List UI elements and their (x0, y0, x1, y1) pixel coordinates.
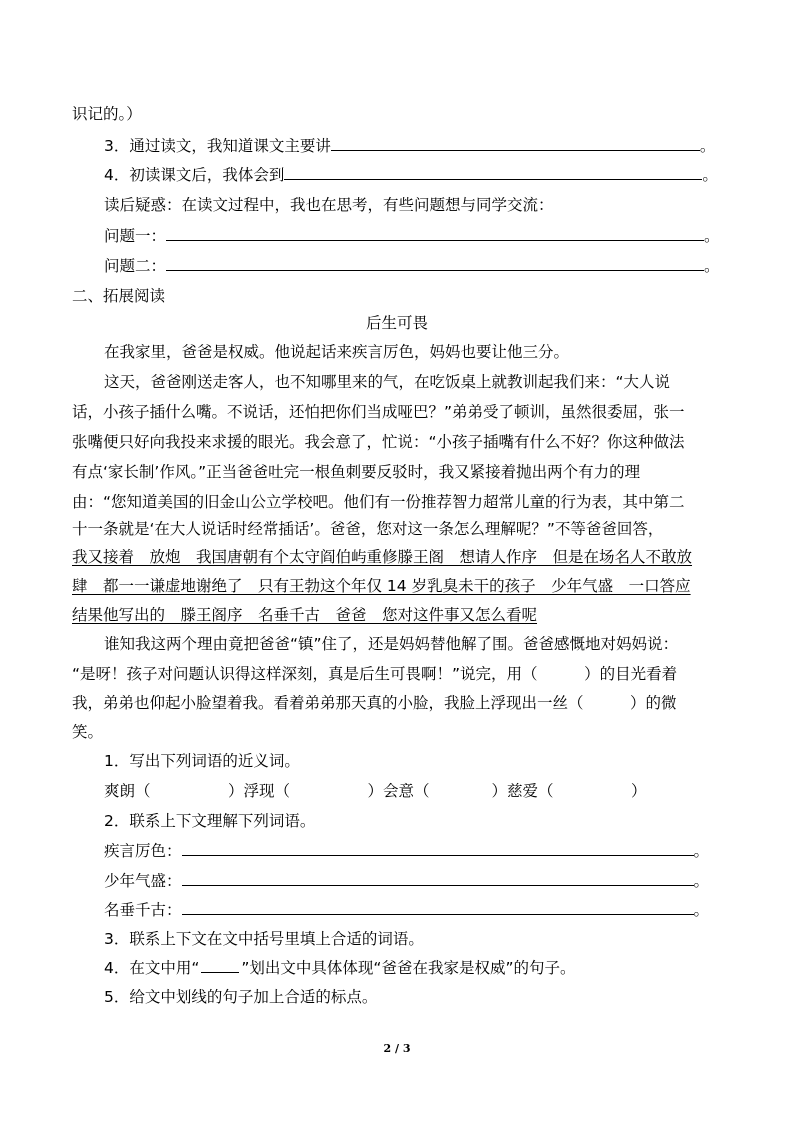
word-meaning-1 (104, 841, 709, 861)
paragraph-line: 这天，爸爸刚送走客人，也不知哪里来的气，在吃饭桌上就教训起我们来：“大人说 (104, 373, 671, 391)
answer-blank[interactable] (182, 900, 694, 915)
underline-sample (201, 958, 239, 973)
punct: 。 (693, 901, 710, 919)
punct: 。 (704, 227, 720, 245)
underlined-sentence: 肆 都一一谦虚地谢绝了 只有王勃这个年仅 14 岁乳臭未干的孩子 少年气盛 一口答应 (72, 577, 691, 595)
question-1: 1．写出下列词语的近义词。 (104, 752, 300, 770)
answer-blank[interactable] (284, 165, 702, 180)
text-line: 识记的。） (72, 105, 142, 123)
word-label: 少年气盛： (104, 872, 182, 890)
punct: 。 (702, 166, 718, 184)
question-4b (104, 958, 576, 978)
section-heading: 二、拓展阅读 (72, 287, 166, 305)
underlined-sentence: 我又接着 放炮 我国唐朝有个太守阎伯屿重修滕王阁 想请人作序 但是在场名人不敢放 (72, 548, 693, 566)
underlined-sentence: 结果他写出的 滕王阁序 名垂千古 爸爸 您对这件事又怎么看呢 (72, 606, 538, 624)
punct: 。 (693, 872, 710, 890)
story-title: 后生可畏 (365, 314, 428, 332)
word-meaning-2 (104, 871, 709, 891)
question-2: 2．联系上下文理解下列词语。 (104, 812, 316, 830)
synonym-blanks[interactable]: 爽朗（ ）浮现（ ）会意（ ）慈爱（ ） (104, 782, 647, 800)
paragraph-line: 十一条就是‘在大人说话时经常插话’。爸爸，您对这一条怎么理解呢？”不等爸爸回答， (72, 520, 664, 538)
paragraph-line: 由：“您知道美国的旧金山公立学校吧。他们有一份推荐智力超常儿童的行为表，其中第二 (72, 493, 685, 511)
punct: 。 (704, 257, 720, 275)
question-two-label: 问题二： (104, 257, 167, 275)
page-number: 2 / 3 (383, 1042, 411, 1055)
paragraph-line: 张嘴便只好向我投来求援的眼光。我会意了，忙说：“小孩子插嘴有什么不好？你这种做法 (72, 433, 685, 451)
q4-text-2: ”划出文中具体体现“爸爸在我家是权威”的句子。 (241, 959, 576, 977)
paragraph-line: 话，小孩子插什么嘴。不说话，还怕把你们当成哑巴？”弟弟受了顿训，虽然很委屈，张一 (72, 403, 685, 421)
answer-blank[interactable] (182, 871, 694, 886)
word-meaning-3 (104, 900, 709, 920)
question-two (104, 256, 720, 276)
question-5: 5．给文中划线的句子加上合适的标点。 (104, 988, 378, 1006)
paragraph-line: 笑。 (72, 723, 104, 741)
question-3b: 3．联系上下文在文中括号里填上合适的词语。 (104, 930, 424, 948)
answer-blank[interactable] (331, 136, 700, 151)
question-3-label: 3．通过读文，我知道课文主要讲 (104, 137, 331, 155)
paragraph-line: 有点‘家长制’作风。”正当爸爸吐完一根鱼刺要反驳时，我又紧接着抛出两个有力的理 (72, 463, 641, 481)
paragraph-line: 在我家里，爸爸是权威。他说起话来疾言厉色，妈妈也要让他三分。 (104, 343, 570, 361)
word-label: 疾言厉色： (104, 842, 182, 860)
paragraph-line: 谁知我这两个理由竟把爸爸“镇”住了，还是妈妈替他解了围。爸爸感慨地对妈妈说： (104, 635, 679, 653)
word-label: 名垂千古： (104, 901, 182, 919)
question-one-label: 问题一： (104, 227, 167, 245)
punct: 。 (699, 137, 716, 155)
answer-blank[interactable] (182, 841, 694, 856)
answer-blank[interactable] (166, 256, 704, 271)
question-4 (104, 165, 718, 185)
q4-text: 4．在文中用“ (104, 959, 200, 977)
question-3 (104, 136, 715, 156)
answer-blank[interactable] (166, 226, 704, 241)
punct: 。 (693, 842, 710, 860)
question-one (104, 226, 720, 246)
paragraph-line: 我，弟弟也仰起小脸望着我。看着弟弟那天真的小脸，我脸上浮现出一丝（ ）的微 (72, 694, 677, 712)
question-4-label: 4．初读课文后，我体会到 (104, 166, 285, 184)
paragraph-line: “是呀！孩子对问题认识得这样深刻，真是后生可畏啊！”说完，用（ ）的目光看着 (72, 665, 678, 683)
text-line: 读后疑惑：在读文过程中，我也在思考，有些问题想与同学交流： (104, 196, 554, 214)
